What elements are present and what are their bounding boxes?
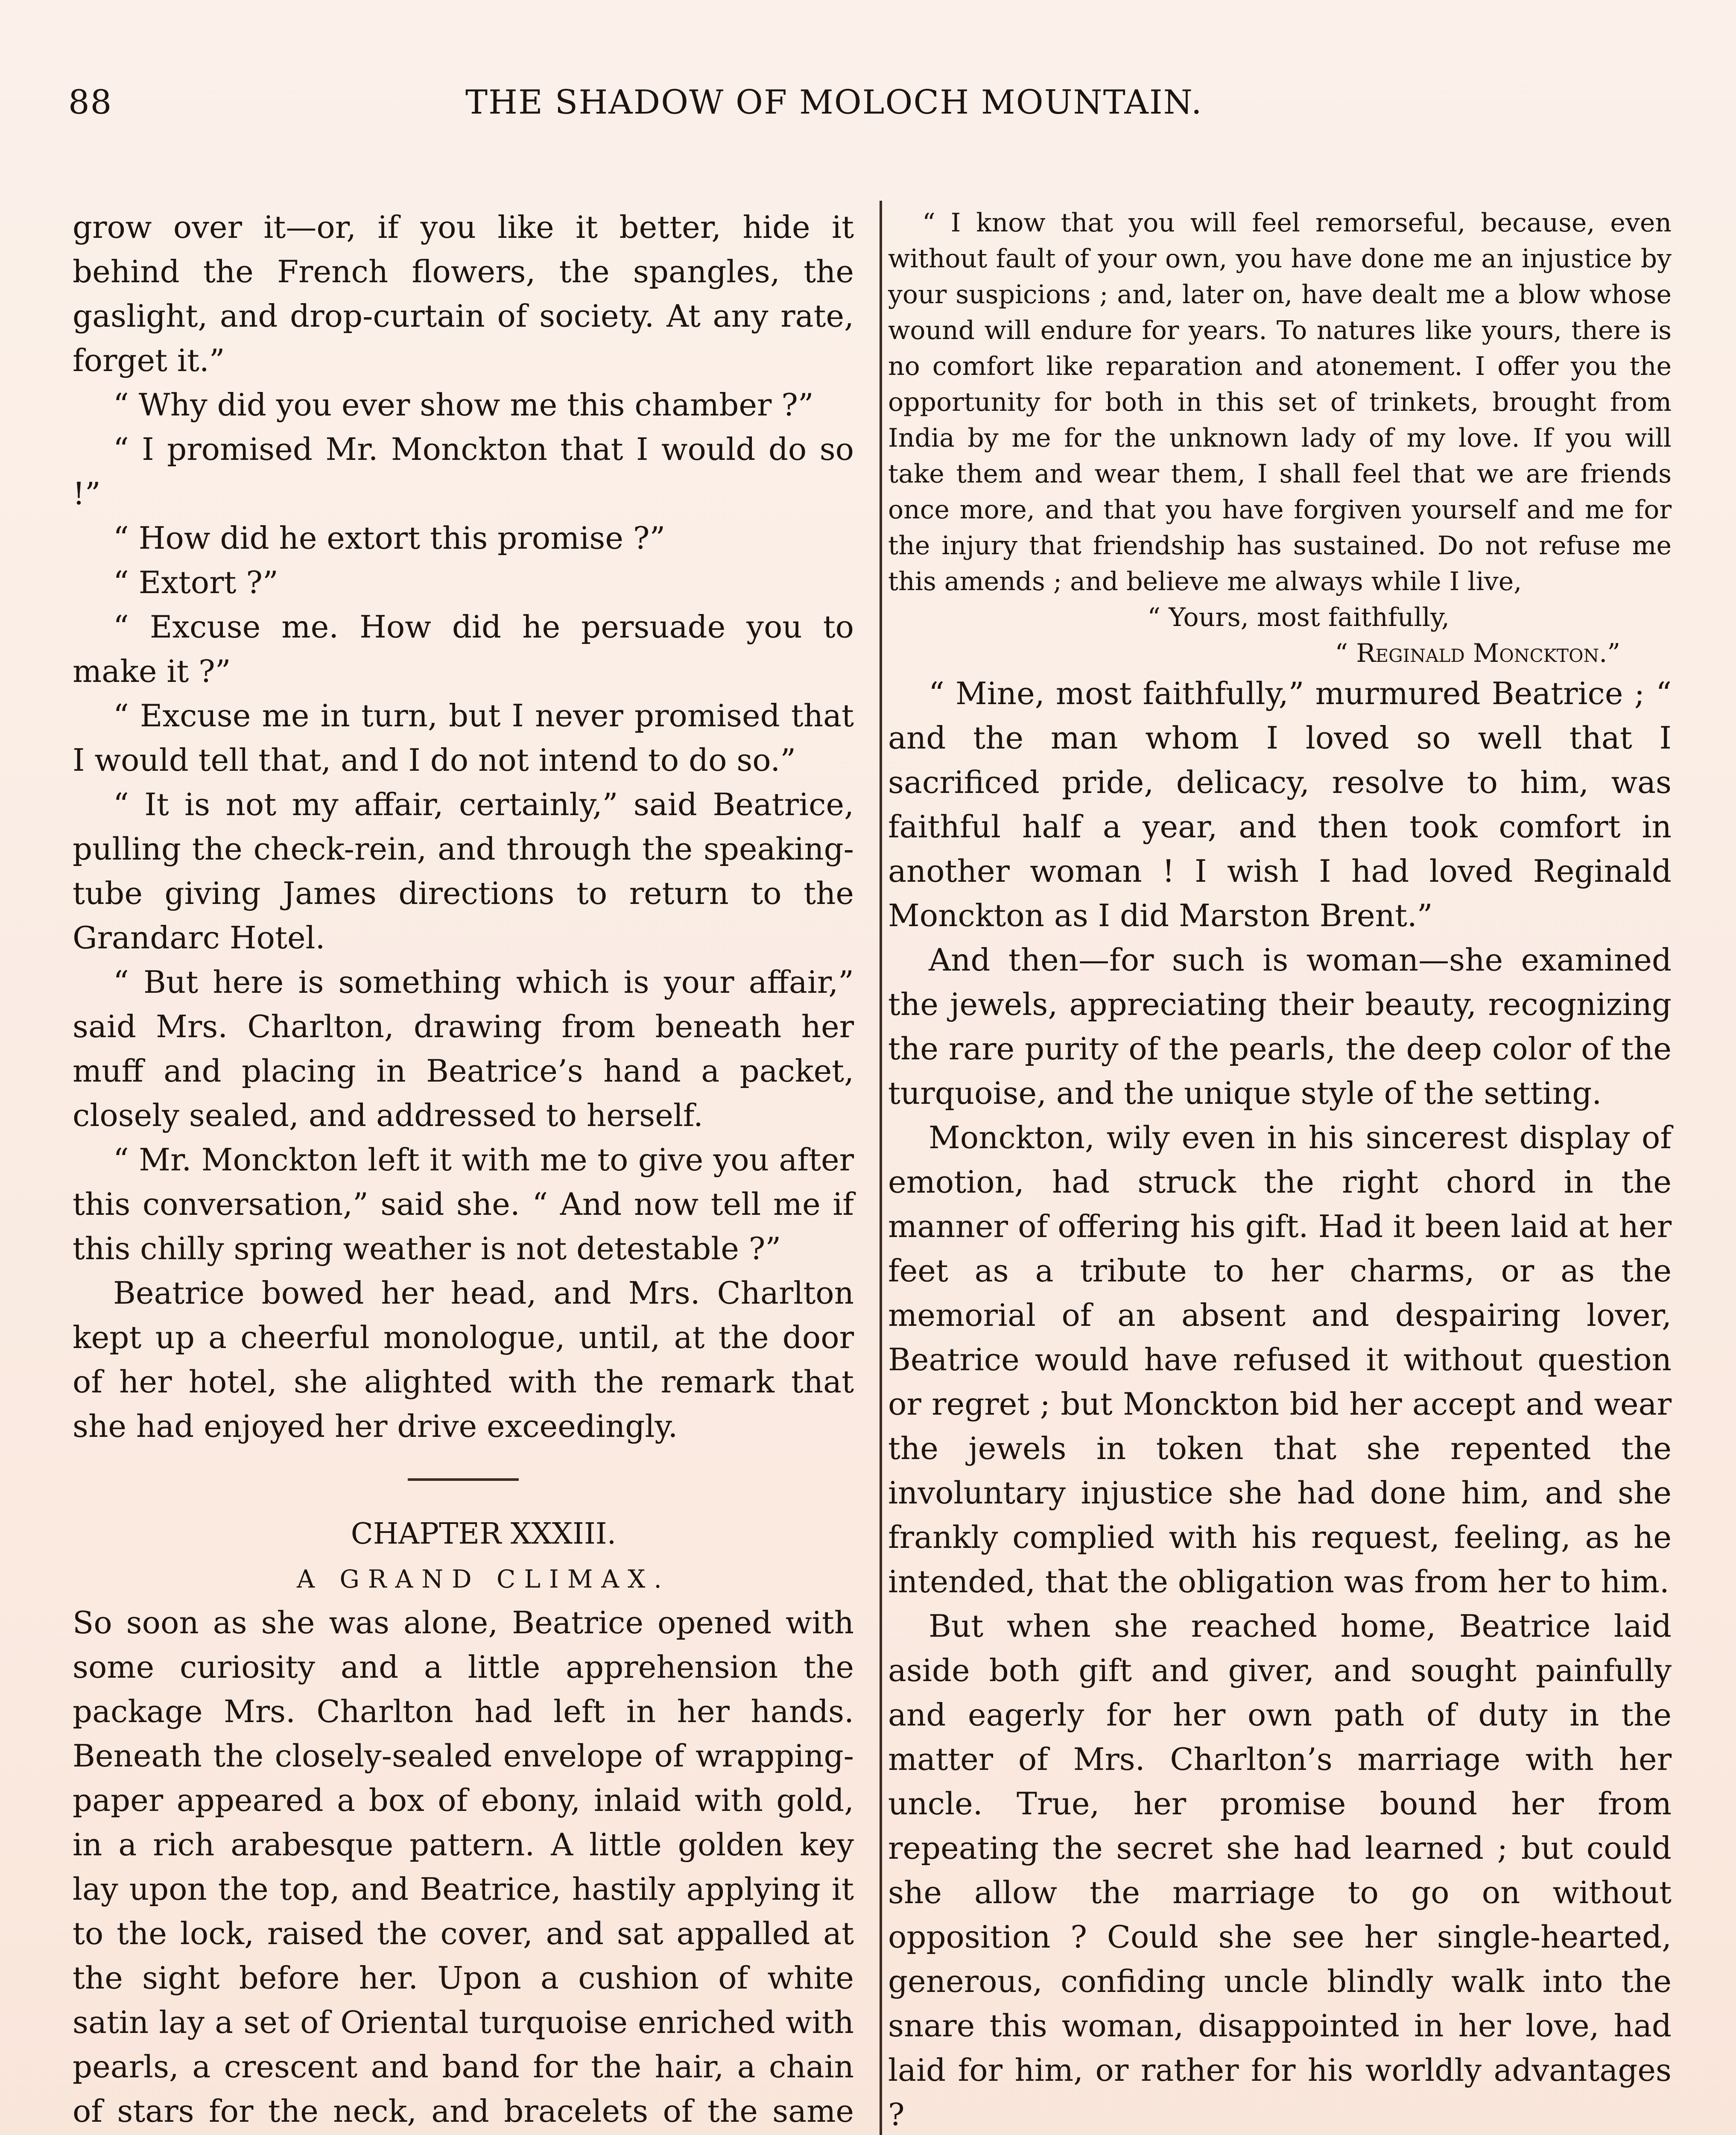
paragraph: “ Mr. Monckton left it with me to give you after this conversation,” said she. “ And now tell me if this chilly spring weather is not detestable ?” [73,1142,854,1266]
page-number: 88 [68,83,113,122]
paragraph: “ But here is something which is your affair,” said Mrs. Charlton, drawing from beneath her muff and placing in Beatrice’s hand a packet, closely sealed, and addressed to herself. [73,964,854,1133]
paragraph: So soon as she was alone, Beatrice opened with some curiosity and a little apprehension the package Mrs. Charlton had left in her hands. Beneath the closely-sealed envelope of wrapping-paper appeared a box of ebony, inlaid with gold, in a rich arabesque pattern. A little golden key lay upon the top, and Beatrice, hastily applying it to the lock, raised the cover, and sat appalled at the sight before her. Upon a cushion of white satin lay a set of Oriental turquoise enriched with pearls, a crescent and band for the hair, a chain of stars for the neck, and bracelets of the same [73,1605,854,2129]
paragraph: grow over it—or, if you like it better, hide it behind the French flowers, the spangles, the gaslight, and drop-curtain of society. At any rate, forget it.” [73,209,854,378]
left-column [73,205,854,2135]
paragraph: “ It is not my affair, certainly,” said Beatrice, pulling the check-rein, and through the speaking-tube giving James directions to return to the Grandarc Hotel. [73,787,854,956]
right-column [888,205,1672,2135]
paragraph: But when she reached home, Beatrice laid aside both gift and giver, and sought painfully and eagerly for her own path of duty in the matter of Mrs. Charlton’s marriage with her uncle. True, her promise bound her from repeating the secret she had learned ; but could she allow the marriage to go on without opposition ? Could she see her single-hearted, generous, confiding uncle blindly walk into the snare this woman, disappointed in her love, had laid for him, or rather for his worldly advantages ? [888,1608,1672,2132]
paragraph: “ I promised Mr. Monckton that I would do so !” [73,431,854,512]
letter [888,205,1672,671]
paragraph: Monckton, wily even in his sincerest display of emotion, had struck the right chord in the manner of offering his gift. Had it been laid at her feet as a tribute to her charms, or as the memorial of an absent and despairing lover, Beatrice would have refused it without question or regret ; but Monckton bid her accept and wear the jewels in token that she repented the involuntary injustice she had done him, and she frankly complied with his request, feeling, as he intended, that the obligation was from her to him. [888,1120,1672,1600]
paragraph: “ Extort ?” [113,564,278,600]
paragraph: And then—for such is woman—she examined the jewels, appreciating their beauty, recognizing the rare purity of the pearls, the deep color of the turquoise, and the unique style of the setting. [888,942,1672,1111]
chapter-heading: CHAPTER XXXIII. [351,1517,617,1551]
paragraph: “ Mine, most faithfully,” murmured Beatrice ; “ and the man whom I loved so well that I sacrificed pride, delicacy, resolve to him, was faithful half a year, and then took comfort in another woman ! I wish I had loved Reginald Monckton as I did Marston Brent.” [888,676,1672,933]
paragraph: “ Why did you ever show me this chamber ?” [113,387,814,423]
paragraph: “ How did he extort this promise ?” [113,520,666,556]
letter-text: “ I know that you will feel remorseful, because, even without fault of your own, you have done me an injustice by your suspicions ; and, later on, have dealt me a blow whose wound will endure for years. To natures like yours, there is no comfort like reparation and atonement. I offer you the opportunity for both in this set of trinkets, brought from India by me for the unknown lady of my love. If you will take them and wear them, I shall feel that we are friends once more, and that you have forgiven yourself and me for the injury that friendship has sustained. Do not refuse me this amends ; and believe me always while I live, [888,208,1672,597]
paragraph: “ Excuse me in turn, but I never promised that I would tell that, and I do not intend to do so.” [73,698,854,778]
paragraph: “ Excuse me. How did he persuade you to make it ?” [73,609,854,689]
chapter-title: A GRAND CLIMAX. [297,1565,670,1594]
running-title: THE SHADOW OF MOLOCH MOUNTAIN. [465,83,1203,122]
letter-close: “ Yours, most faithfully, [1147,602,1450,632]
letter-signature: “ Reginald Monckton.” [1335,638,1620,668]
section-rule [408,1478,519,1481]
running-head [64,75,1691,126]
column-divider [880,201,882,2135]
paragraph: Beatrice bowed her head, and Mrs. Charlton kept up a cheerful monologue, until, at the door of her hotel, she alighted with the remark that she had enjoyed her drive exceedingly. [73,1275,854,1444]
